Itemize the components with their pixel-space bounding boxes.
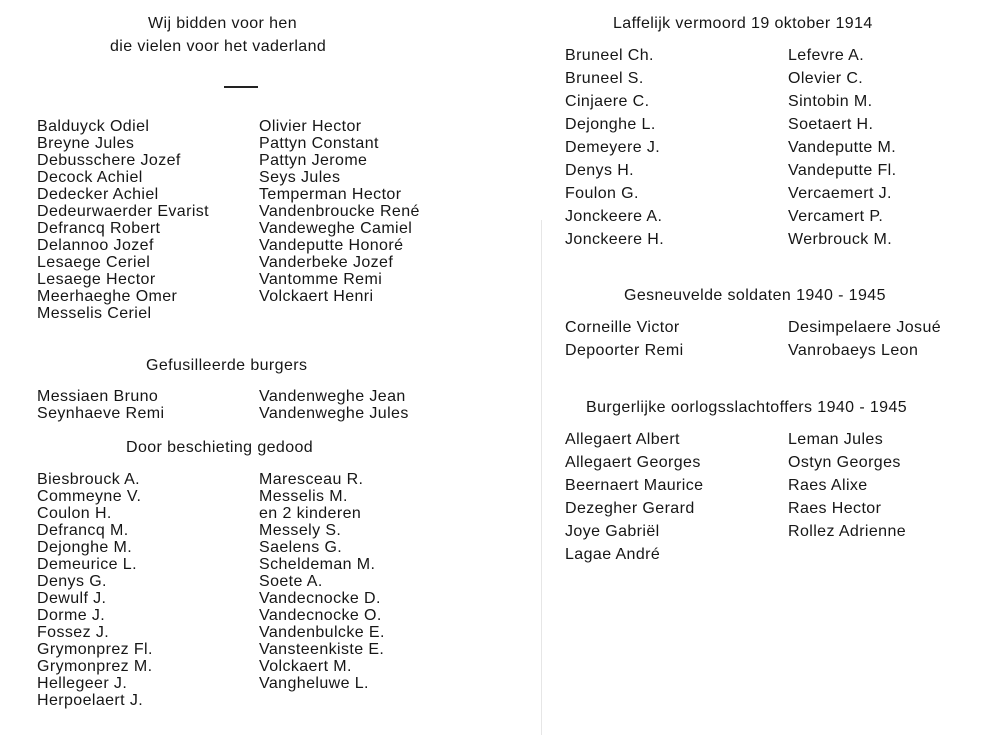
right-page xyxy=(500,0,1000,735)
name-entry: Coulon H. xyxy=(37,505,112,522)
section-heading-murdered: Laffelijk vermoord 19 oktober 1914 xyxy=(613,15,873,32)
name-entry: Scheldeman M. xyxy=(259,556,376,573)
section-heading-civilians: Burgerlijke oorlogsslachtoffers 1940 - 1945 xyxy=(586,399,908,416)
murdered-names-column-1 xyxy=(565,44,664,251)
name-entry: Demeyere J. xyxy=(565,139,661,156)
name-entry: Vansteenkiste E. xyxy=(259,641,385,658)
name-entry: Vandecnocke D. xyxy=(259,590,381,607)
name-entry: Bruneel Ch. xyxy=(565,47,654,64)
name-entry: Decock Achiel xyxy=(37,169,143,186)
name-entry: Seynhaeve Remi xyxy=(37,405,165,422)
name-entry: Dedecker Achiel xyxy=(37,186,159,203)
name-entry: Corneille Victor xyxy=(565,319,680,336)
name-entry: Olivier Hector xyxy=(259,118,362,135)
name-entry: Vanrobaeys Leon xyxy=(788,342,919,359)
name-entry: Commeyne V. xyxy=(37,488,142,505)
fallen-names-column-1 xyxy=(37,118,209,322)
name-entry: Pattyn Constant xyxy=(259,135,379,152)
name-entry: Vandenbulcke E. xyxy=(259,624,385,641)
name-entry: Meerhaeghe Omer xyxy=(37,288,178,305)
name-entry: Dedeurwaerder Evarist xyxy=(37,203,210,220)
name-entry: Vandeputte M. xyxy=(788,139,897,156)
name-entry: Werbrouck M. xyxy=(788,231,893,248)
name-entry: Dorme J. xyxy=(37,607,106,624)
name-entry: Soetaert H. xyxy=(788,116,874,133)
name-entry: Biesbrouck A. xyxy=(37,471,141,488)
name-entry: Denys G. xyxy=(37,573,107,590)
name-entry: Desimpelaere Josué xyxy=(788,319,942,336)
name-entry: Vantomme Remi xyxy=(259,271,383,288)
name-entry: Vandecnocke O. xyxy=(259,607,382,624)
name-entry: Demeurice L. xyxy=(37,556,137,573)
name-entry: Allegaert Albert xyxy=(565,431,680,448)
name-entry: Grymonprez M. xyxy=(37,658,153,675)
name-entry: Denys H. xyxy=(565,162,634,179)
name-entry: Sintobin M. xyxy=(788,93,873,110)
name-entry: Lefevre A. xyxy=(788,47,865,64)
prayer-line-1: Wij bidden voor hen xyxy=(148,15,298,32)
name-entry: Jonckeere A. xyxy=(565,208,663,225)
shelling-names-column-1 xyxy=(37,471,153,709)
name-entry: Vandenweghe Jean xyxy=(259,388,406,405)
name-entry: Messelis Ceriel xyxy=(37,305,152,322)
name-entry: Dejonghe M. xyxy=(37,539,133,556)
soldiers-names-column-1 xyxy=(565,316,684,362)
name-entry: Volckaert Henri xyxy=(259,288,374,305)
name-entry: Ostyn Georges xyxy=(788,454,901,471)
name-entry: Seys Jules xyxy=(259,169,341,186)
name-entry: Debusschere Jozef xyxy=(37,152,181,169)
name-entry: Allegaert Georges xyxy=(565,454,701,471)
name-entry: Dejonghe L. xyxy=(565,116,656,133)
civilians-names-column-2 xyxy=(788,428,906,543)
name-entry: Bruneel S. xyxy=(565,70,644,87)
soldiers-names-column-2 xyxy=(788,316,941,362)
name-entry: Hellegeer J. xyxy=(37,675,128,692)
name-entry: Olevier C. xyxy=(788,70,864,87)
section-heading-executed: Gefusilleerde burgers xyxy=(146,357,308,374)
name-entry: Maresceau R. xyxy=(259,471,364,488)
name-entry: Herpoelaert J. xyxy=(37,692,144,709)
name-entry: Rollez Adrienne xyxy=(788,523,907,540)
name-entry: Grymonprez Fl. xyxy=(37,641,153,658)
name-entry: Depoorter Remi xyxy=(565,342,684,359)
name-entry: Vanderbeke Jozef xyxy=(259,254,394,271)
name-entry: Vandeputte Fl. xyxy=(788,162,897,179)
name-entry: Lesaege Hector xyxy=(37,271,156,288)
name-entry: Pattyn Jerome xyxy=(259,152,368,169)
murdered-names-column-2 xyxy=(788,44,896,251)
name-entry: Vercaemert J. xyxy=(788,185,892,202)
section-heading-soldiers: Gesneuvelde soldaten 1940 - 1945 xyxy=(624,287,886,304)
name-entry: Jonckeere H. xyxy=(565,231,665,248)
name-entry: Lesaege Ceriel xyxy=(37,254,151,271)
name-entry: Fossez J. xyxy=(37,624,110,641)
section-heading-shelling: Door beschieting gedood xyxy=(126,439,314,456)
name-entry: Defrancq M. xyxy=(37,522,129,539)
name-entry: Foulon G. xyxy=(565,185,639,202)
name-entry: Messelis M. xyxy=(259,488,348,505)
name-entry: Dewulf J. xyxy=(37,590,107,607)
name-entry: Vandeputte Honoré xyxy=(259,237,404,254)
name-entry: Volckaert M. xyxy=(259,658,352,675)
name-entry: Cinjaere C. xyxy=(565,93,650,110)
prayer-line-2: die vielen voor het vaderland xyxy=(110,38,327,55)
fallen-names-column-2 xyxy=(259,118,420,305)
name-entry: Vangheluwe L. xyxy=(259,675,369,692)
name-entry: Lagae André xyxy=(565,546,661,563)
name-entry: Raes Hector xyxy=(788,500,882,517)
name-entry: Messiaen Bruno xyxy=(37,388,159,405)
name-entry: Breyne Jules xyxy=(37,135,135,152)
name-entry: Vandenbroucke René xyxy=(259,203,420,220)
name-entry: Soete A. xyxy=(259,573,323,590)
name-entry: Leman Jules xyxy=(788,431,884,448)
name-entry: Saelens G. xyxy=(259,539,343,556)
name-entry: Vandeweghe Camiel xyxy=(259,220,413,237)
name-entry: Messely S. xyxy=(259,522,342,539)
civilians-names-column-1 xyxy=(565,428,703,566)
name-entry: Temperman Hector xyxy=(259,186,402,203)
name-entry: Dezegher Gerard xyxy=(565,500,695,517)
shelling-names-column-2 xyxy=(259,471,385,692)
name-entry: Delannoo Jozef xyxy=(37,237,154,254)
executed-names-column-2 xyxy=(259,388,409,422)
separator-rule xyxy=(224,86,258,88)
name-entry: Vandenweghe Jules xyxy=(259,405,409,422)
name-entry: Joye Gabriël xyxy=(565,523,660,540)
name-entry: en 2 kinderen xyxy=(259,505,362,522)
name-entry: Balduyck Odiel xyxy=(37,118,150,135)
name-entry: Vercamert P. xyxy=(788,208,884,225)
executed-names-column-1 xyxy=(37,388,164,422)
name-entry: Defrancq Robert xyxy=(37,220,161,237)
name-entry: Beernaert Maurice xyxy=(565,477,704,494)
name-entry: Raes Alixe xyxy=(788,477,868,494)
